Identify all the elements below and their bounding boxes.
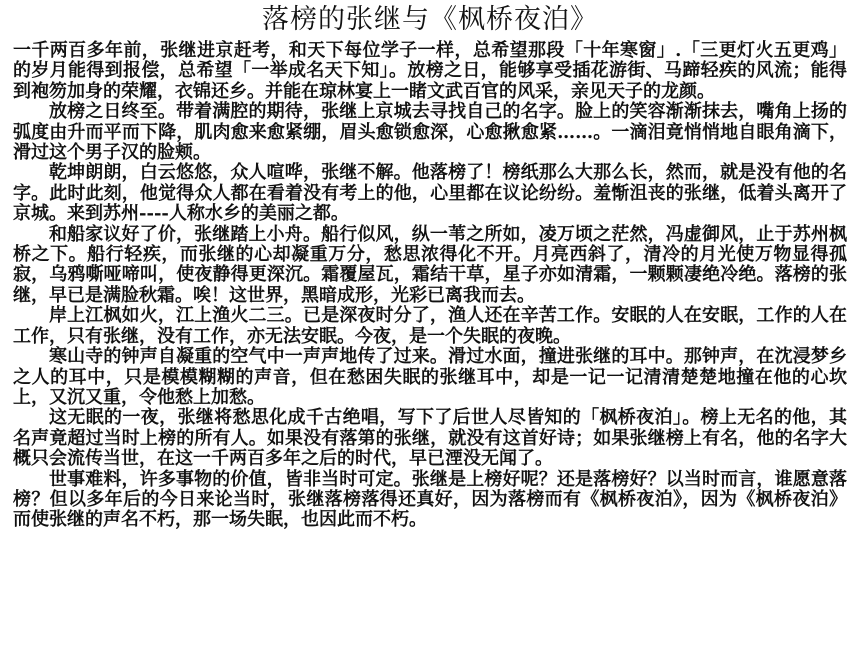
paragraph-5: 岸上江枫如火，江上渔火二三。已是深夜时分了，渔人还在辛苦工作。安眠的人在安眠，工作的人在工作，只有张继，没有工作，亦无法安眠。今夜，是一个失眠的夜晚。 <box>13 305 847 347</box>
paragraph-7: 这无眠的一夜，张继将愁思化成千古绝唱，写下了后世人尽皆知的「枫桥夜泊」。榜上无名的他，其名声竟超过当时上榜的所有人。如果没有落第的张继，就没有这首好诗；如果张继榜上有名，他的名字大概只会流传当世，在这一千两百多年之后的时代，早已湮没无闻了。 <box>13 407 847 470</box>
paragraph-4: 和船家议好了价，张继踏上小舟。船行似风，纵一苇之所如，凌万顷之茫然，冯虚御风，止于苏州枫桥之下。船行轻疾，而张继的心却凝重万分，愁思浓得化不开。月亮西斜了，清冷的月光使万物显得孤寂，乌鸦嘶哑啼叫，使夜静得更深沉。霜覆屋瓦，霜结干草，星子亦如清霜，一颗颗凄绝冷绝。落榜的张继，早已是满脸秋霜。唉！这世界，黑暗成形，光彩已离我而去。 <box>13 223 847 306</box>
paragraph-1: 一千两百多年前，张继进京赶考，和天下每位学子一样，总希望那段「十年寒窗」.「三更灯火五更鸡」的岁月能得到报偿，总希望「一举成名天下知」。放榜之日，能够享受插花游街、马蹄轻疾的风流；能得到袍笏加身的荣耀，衣锦还乡。并能在琼林宴上一睹文武百官的风采，亲见天子的龙颜。 <box>13 40 847 102</box>
paragraph-2: 放榜之日终至。带着满腔的期待，张继上京城去寻找自己的名字。脸上的笑容渐渐抹去，嘴角上扬的弧度由升而平而下降，肌肉愈来愈紧绷，眉头愈锁愈深，心愈揪愈紧……。一滴泪竟悄悄地自眼角滴下，滑过这个男子汉的脸颊。 <box>13 101 847 164</box>
article-body <box>13 41 847 531</box>
paragraph-6: 寒山寺的钟声自凝重的空气中一声声地传了过来。滑过水面，撞进张继的耳中。那钟声，在沈浸梦乡之人的耳中，只是模模糊糊的声音，但在愁困失眠的张继耳中，却是一记一记清清楚楚地撞在他的心坎上，又沉又重，令他愁上加愁。 <box>13 346 847 408</box>
paragraph-3: 乾坤朗朗，白云悠悠，众人喧哗，张继不解。他落榜了！榜纸那么大那么长，然而，就是没有他的名字。此时此刻，他觉得众人都在看着没有考上的他，心里都在议论纷纷。羞惭沮丧的张继，低着头离开了京城。来到苏州----人称水乡的美丽之都。 <box>13 162 847 225</box>
page-title: 落榜的张继与《枫桥夜泊》 <box>262 4 598 35</box>
paragraph-8: 世事难料，许多事物的价值，皆非当时可定。张继是上榜好呢？还是落榜好？以当时而言，谁愿意落榜？但以多年后的今日来论当时，张继落榜落得还真好，因为落榜而有《枫桥夜泊》，因为《枫桥夜泊》而使张继的声名不朽，那一场失眠，也因此而不朽。 <box>13 468 847 531</box>
